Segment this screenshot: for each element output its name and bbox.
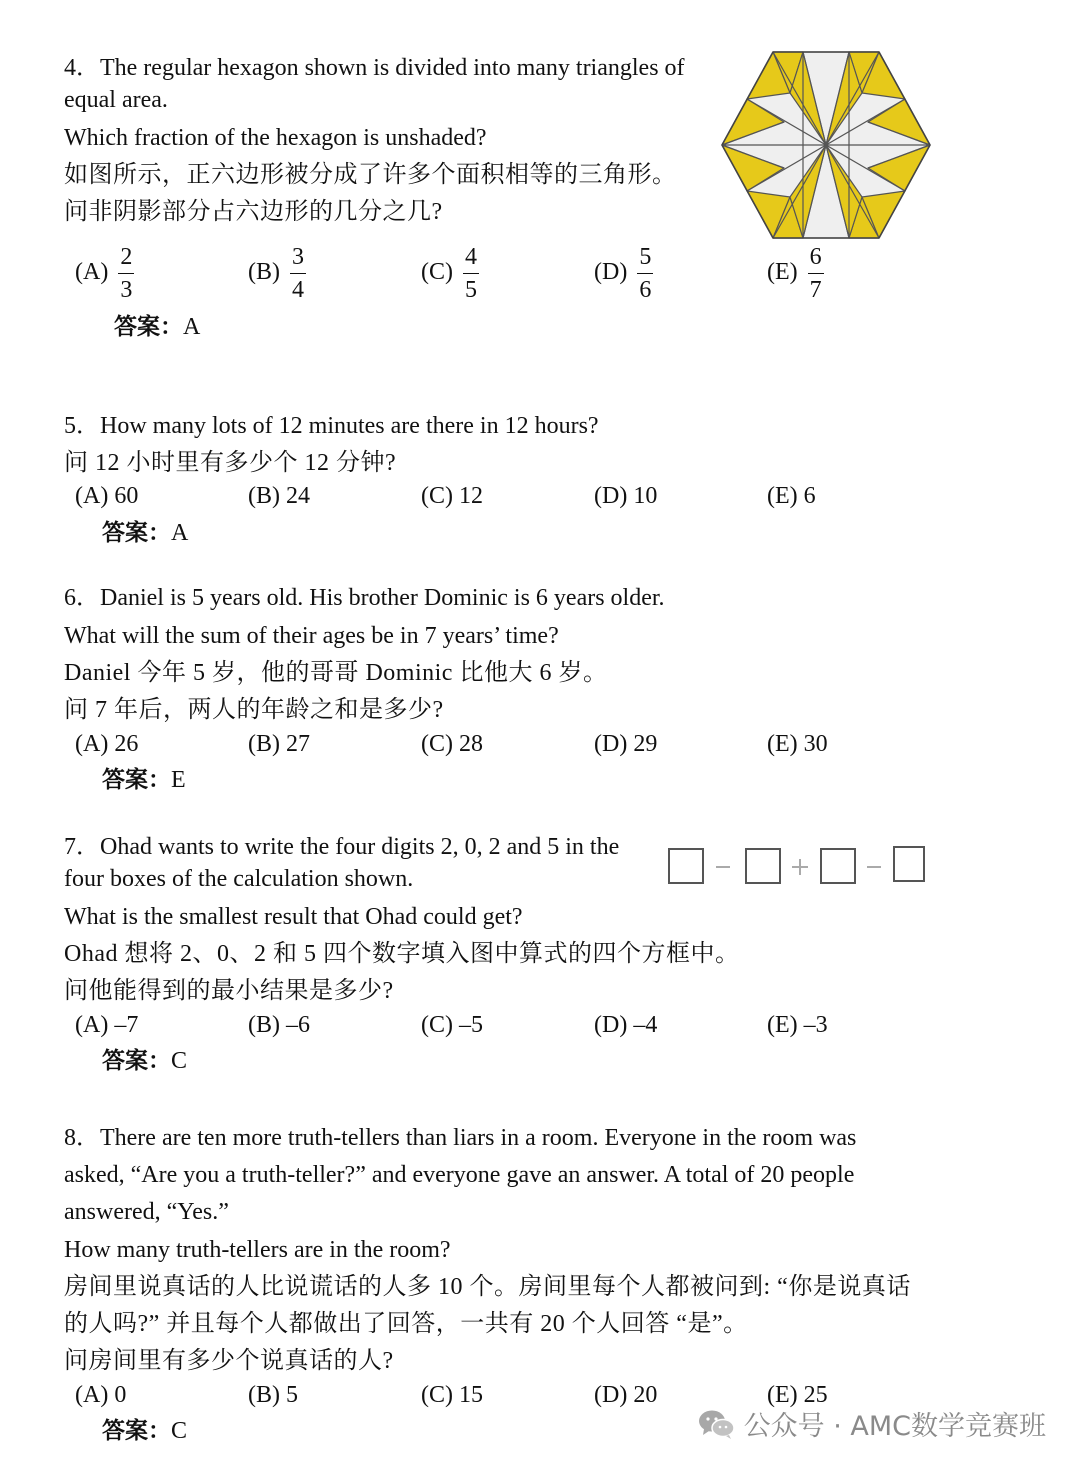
- q6-text-zh-1: Daniel 今年 5 岁，他的哥哥 Dominic 比他大 6 岁。: [64, 660, 608, 686]
- digit-box: [746, 849, 780, 883]
- q8-text-en-2: asked, “Are you a truth-teller?” and everyone gave an answer. A total of 20 people: [64, 1162, 855, 1188]
- q5-option-c: (C) 12: [421, 483, 483, 509]
- q5-option-b: (B) 24: [248, 483, 310, 509]
- q4-text-en-3: Which fraction of the hexagon is unshaded?: [64, 125, 487, 151]
- q4-text-zh-1: 如图所示，正六边形被分成了许多个面积相等的三角形。: [64, 162, 677, 188]
- q6-option-d: (D) 29: [594, 731, 658, 757]
- watermark-text: 公众号 · AMC数学竞赛班: [743, 1411, 1046, 1442]
- q4-option-d: (D) $\frac{5}{6}$: [594, 244, 652, 303]
- q5-text-en-1: 5．How many lots of 12 minutes are there in 12 hours?: [64, 413, 599, 439]
- digit-box: [894, 847, 924, 881]
- q7-text-zh-2: 问他能得到的最小结果是多少?: [64, 978, 394, 1004]
- q8-text-en-4: How many truth-tellers are in the room?: [64, 1237, 451, 1263]
- q7-option-e: (E) –3: [767, 1012, 828, 1038]
- q4-text-en-2: equal area.: [64, 87, 168, 113]
- q4-option-a: (A) $\frac{2}{3}$: [75, 244, 133, 303]
- q5-text-zh-1: 问 12 小时里有多少个 12 分钟?: [64, 450, 397, 476]
- q5-option-d: (D) 10: [594, 483, 658, 509]
- q6-text-zh-2: 问 7 年后，两人的年龄之和是多少?: [64, 697, 444, 723]
- q6-option-c: (C) 28: [421, 731, 483, 757]
- q7-option-a: (A) –7: [75, 1012, 139, 1038]
- q7-answer: 答案：C: [102, 1048, 188, 1074]
- q7-option-b: (B) –6: [248, 1012, 310, 1038]
- q4-text-zh-2: 问非阴影部分占六边形的几分之几?: [64, 199, 443, 225]
- watermark: [698, 1404, 1046, 1443]
- q6-option-b: (B) 27: [248, 731, 310, 757]
- q6-option-e: (E) 30: [767, 731, 828, 757]
- q8-option-a: (A) 0: [75, 1382, 127, 1408]
- hexagon-figure: [720, 50, 932, 240]
- q6-option-a: (A) 26: [75, 731, 139, 757]
- q7-text-en-3: What is the smallest result that Ohad could get?: [64, 904, 523, 930]
- q4-text-en-1: 4．The regular hexagon shown is divided into many triangles of: [64, 55, 685, 81]
- q5-answer: 答案：A: [102, 520, 189, 546]
- q5-option-a: (A) 60: [75, 483, 139, 509]
- q4-option-e: (E) $\frac{6}{7}$: [767, 244, 822, 303]
- q8-text-zh-1: 房间里说真话的人比说谎话的人多 10 个。房间里每个人都被问到: “你是说真话: [64, 1274, 911, 1300]
- q7-text-en-2: four boxes of the calculation shown.: [64, 866, 414, 892]
- q8-option-c: (C) 15: [421, 1382, 483, 1408]
- q6-text-en-2: What will the sum of their ages be in 7 years’ time?: [64, 623, 559, 649]
- q7-text-zh-1: Ohad 想将 2、0、2 和 5 四个数字填入图中算式的四个方框中。: [64, 941, 740, 967]
- q4-option-b: (B) $\frac{3}{4}$: [248, 244, 304, 303]
- q7-option-c: (C) –5: [421, 1012, 483, 1038]
- calculation-boxes-figure: [666, 842, 930, 888]
- q8-option-e: (E) 25: [767, 1382, 828, 1408]
- q4-option-c: (C) $\frac{4}{5}$: [421, 244, 477, 303]
- q7-text-en-1: 7．Ohad wants to write the four digits 2, 0, 2 and 5 in the: [64, 834, 620, 860]
- q8-answer: 答案：C: [102, 1418, 188, 1444]
- q5-option-e: (E) 6: [767, 483, 816, 509]
- q4-answer: 答案：A: [114, 314, 201, 340]
- digit-box: [821, 849, 855, 883]
- q8-text-zh-2: 的人吗?” 并且每个人都做出了回答，一共有 20 个人回答 “是”。: [64, 1311, 748, 1337]
- q8-text-zh-3: 问房间里有多少个说真话的人?: [64, 1348, 394, 1374]
- q7-option-d: (D) –4: [594, 1012, 658, 1038]
- q8-text-en-3: answered, “Yes.”: [64, 1199, 229, 1225]
- q6-answer: 答案：E: [102, 767, 186, 793]
- q8-option-b: (B) 5: [248, 1382, 298, 1408]
- q6-text-en-1: 6．Daniel is 5 years old. His brother Dominic is 6 years older.: [64, 585, 665, 611]
- wechat-icon: [698, 1408, 736, 1440]
- q8-option-d: (D) 20: [594, 1382, 658, 1408]
- digit-box: [669, 849, 703, 883]
- q8-text-en-1: 8．There are ten more truth-tellers than liars in a room. Everyone in the room was: [64, 1125, 857, 1151]
